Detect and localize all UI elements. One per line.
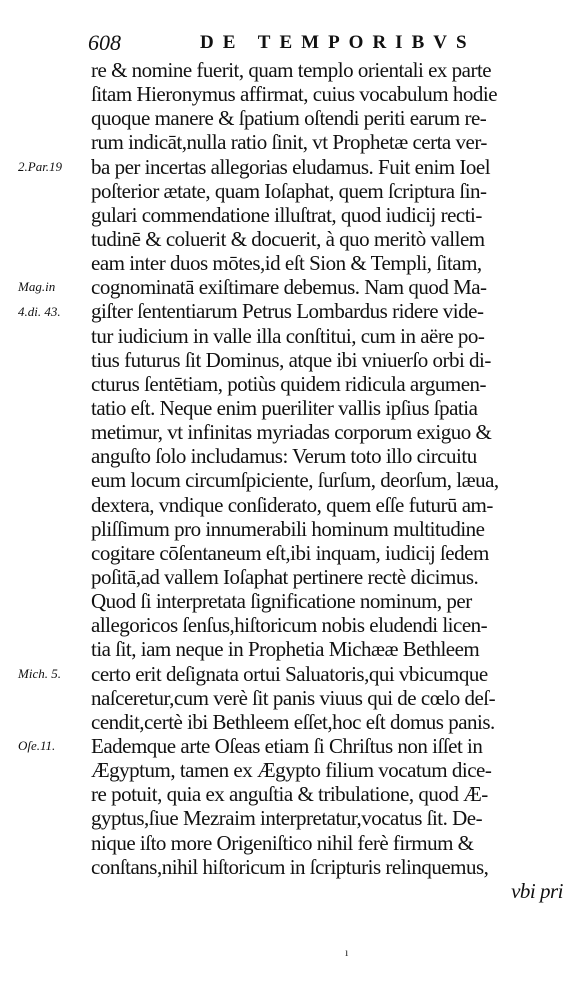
text-line: tia ſit, iam neque in Prophetia Michææ Bethleem bbox=[91, 637, 480, 662]
marginal-note: Oſe.11. bbox=[18, 738, 56, 754]
text-line: Eademque arte Oſeas etiam ſi Chriſtus non iſſet in bbox=[91, 733, 483, 758]
text-line: ba per incertas allegorias eludamus. Fuit enim Ioel bbox=[91, 154, 491, 179]
text-line: cognominatā exiſtimare debemus. Nam quod Ma- bbox=[91, 275, 487, 300]
text-line: allegoricos ſenſus,hiſtoricum nobis eludendi licen- bbox=[91, 613, 488, 638]
text-line: metimur, vt infinitas myriadas corporum exiguo & bbox=[91, 420, 492, 445]
text-line: gulari commendatione illuſtrat, quod iudicij recti- bbox=[91, 202, 482, 227]
text-line: tur iudicium in valle illa conſtitui, cum in aëre po- bbox=[91, 323, 485, 348]
text-line: eam inter duos mōtes,id eſt Sion & Templi, ſitam, bbox=[91, 251, 482, 276]
main-text-block bbox=[91, 58, 581, 903]
text-line: poſitā,ad vallem Ioſaphat pertinere rectè dicimus. bbox=[91, 564, 479, 589]
running-title: DE TEMPORIBVS bbox=[200, 32, 476, 53]
text-line: giſter ſententiarum Petrus Lombardus ridere vide- bbox=[91, 299, 484, 324]
text-line: dextera, vndique conſiderato, quem eſſe futurū am- bbox=[91, 492, 493, 517]
text-line: ſitam Hieronymus affirmat, cuius vocabulum hodie bbox=[91, 82, 498, 107]
text-line: re potuit, quia ex anguſtia & tribulatione, quod Æ- bbox=[91, 782, 488, 807]
text-line: Quod ſi interpretata ſignificatione nominum, per bbox=[91, 589, 472, 614]
signature-mark: ı bbox=[345, 945, 349, 959]
text-line: pliſſimum pro innumerabili hominum multitudine bbox=[91, 516, 485, 541]
text-line: cendit,certè ibi Bethleem eſſet,hoc eſt domus panis. bbox=[91, 709, 495, 734]
text-line: poſterior ætate, quam Ioſaphat, quem ſcriptura ſin- bbox=[91, 178, 487, 203]
marginal-note: 2.Par.19 bbox=[18, 158, 63, 174]
text-line: tius futurus ſit Dominus, atque ibi vniuerſo orbi di- bbox=[91, 347, 491, 372]
text-line: nique iſto more Origeniſtico nihil ferè firmum & bbox=[91, 830, 474, 855]
catchword: vbi pri bbox=[511, 878, 563, 903]
text-line: certo erit deſignata ortui Saluatoris,qui vbicumque bbox=[91, 661, 488, 686]
text-line: tatio eſt. Neque enim pueriliter vallis ipſius ſpatia bbox=[91, 395, 478, 420]
text-line: eum locum circumſpiciente, ſurſum, deorſum, læua, bbox=[91, 468, 499, 493]
marginal-note: Mag.in bbox=[18, 279, 56, 295]
running-head bbox=[88, 28, 568, 58]
text-line: quoque manere & ſpatium oſtendi periti earum re- bbox=[91, 106, 487, 131]
text-line: gyptus,ſiue Mezraim interpretatur,vocatus ſit. De- bbox=[91, 806, 483, 831]
text-line: cturus ſentētiam, potiùs quidem ridicula argumen- bbox=[91, 371, 487, 396]
text-line: rum indicāt,nulla ratio ſinit, vt Prophetæ certa ver- bbox=[91, 130, 487, 155]
text-line: anguſto ſolo includamus: Verum toto illo circuitu bbox=[91, 444, 477, 469]
text-line: conſtans,nihil hiſtoricum in ſcripturis relinquemus, bbox=[91, 854, 489, 879]
text-line: re & nomine fuerit, quam templo orientali ex parte bbox=[91, 58, 492, 82]
marginal-note: 4.di. 43. bbox=[18, 303, 61, 319]
text-line: Ægyptum, tamen ex Ægypto filium vocatum dice- bbox=[91, 758, 492, 783]
text-line: tudinē & coluerit & docuerit, à quo meritò vallem bbox=[91, 226, 485, 251]
marginal-note: Mich. 5. bbox=[18, 665, 61, 681]
text-line: cogitare cōſentaneum eſt,ibi inquam, iudicij ſedem bbox=[91, 540, 489, 565]
text-line: naſceretur,cum verè ſit panis viuus qui de cœlo deſ- bbox=[91, 685, 496, 710]
page-number: 608 bbox=[88, 30, 121, 55]
